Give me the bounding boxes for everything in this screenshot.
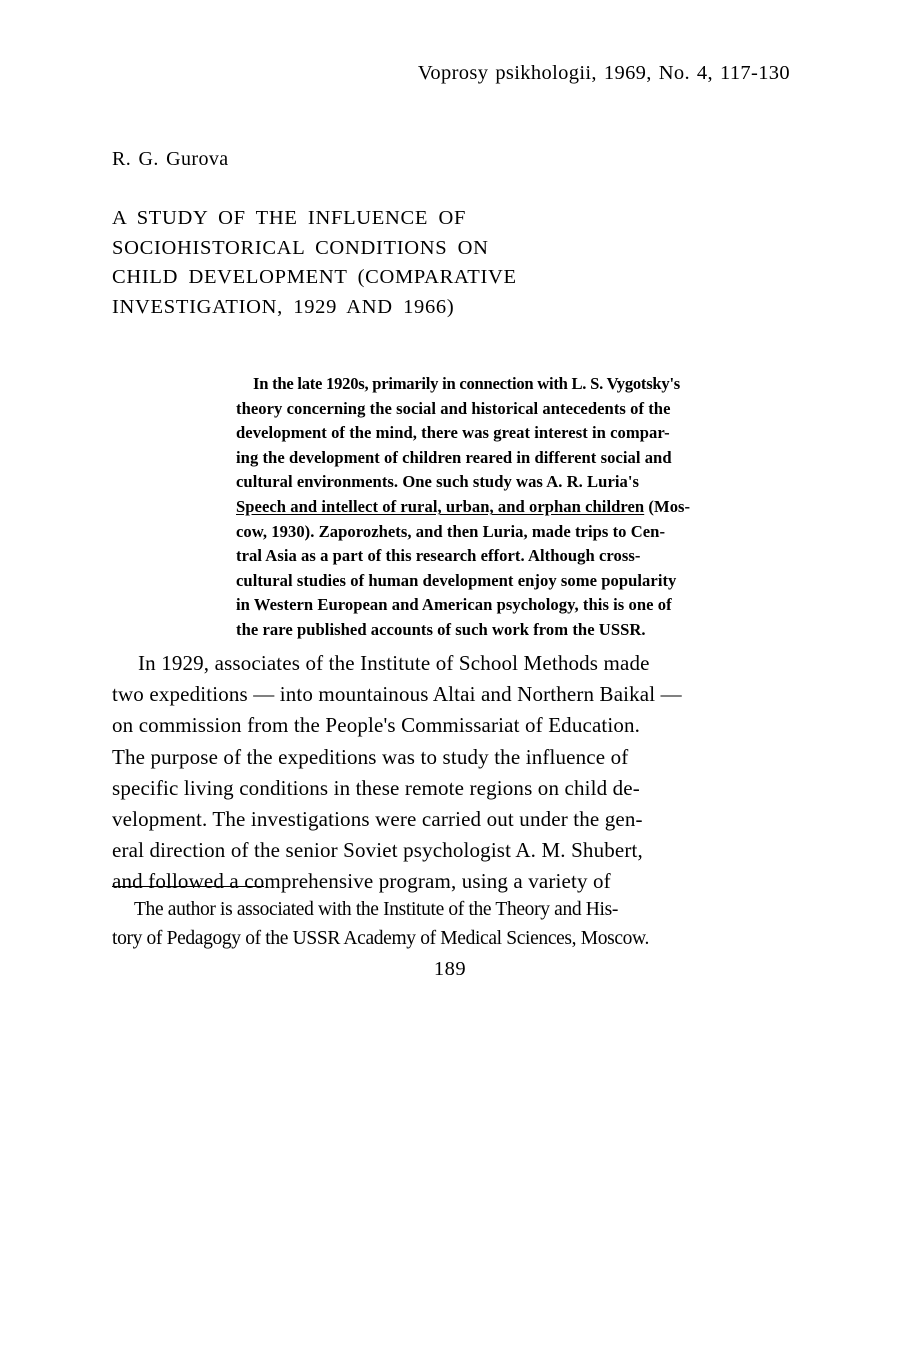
- abstract-line-5: cultural environments. One such study was A. R. Luria's: [236, 472, 640, 492]
- abstract-line-8: tral Asia as a part of this research effort. Although cross-: [236, 546, 641, 566]
- running-head: Voprosy psikhologii, 1969, No. 4, 117-130: [417, 62, 790, 84]
- title-line-2: SOCIOHISTORICAL CONDITIONS ON: [112, 236, 489, 259]
- author-name: R. G. Gurova: [112, 148, 229, 170]
- abstract-line-7: cow, 1930). Zaporozhets, and then Luria, made trips to Cen-: [236, 521, 666, 541]
- title-line-1: A STUDY OF THE INFLUENCE OF: [112, 207, 467, 229]
- footnote-line-1: The author is associated with the Institute of the Theory and His-: [134, 899, 618, 920]
- body-line-2: two expeditions — into mountainous Altai and Northern Baikal —: [112, 682, 682, 707]
- cited-work-suffix: (Mos-: [644, 496, 691, 516]
- abstract-line-10: in Western European and American psychology, this is one of: [236, 595, 672, 615]
- body-line-3: on commission from the People's Commissariat of Education.: [112, 713, 641, 738]
- abstract-block: [236, 372, 726, 643]
- body-line-7: eral direction of the senior Soviet psychologist A. M. Shubert,: [112, 838, 643, 863]
- abstract-line-4: ing the development of children reared in different social and: [236, 447, 672, 467]
- body-line-6: velopment. The investigations were carried out under the gen-: [112, 807, 643, 832]
- abstract-line-1: In the late 1920s, primarily in connection with L. S. Vygotsky's: [253, 374, 681, 393]
- abstract-line-3: development of the mind, there was great interest in compar-: [236, 423, 670, 443]
- footnote-line-2: tory of Pedagogy of the USSR Academy of Medical Sciences, Moscow.: [112, 927, 650, 949]
- footnote-separator-rule: [112, 886, 264, 887]
- abstract-line-11: the rare published accounts of such work from the USSR.: [236, 619, 646, 639]
- abstract-line-6: [236, 495, 726, 520]
- cited-work-title: Speech and intellect of rural, urban, and orphan children: [236, 496, 645, 516]
- body-line-1: In 1929, associates of the Institute of School Methods made: [138, 651, 650, 675]
- page-number: 189: [433, 958, 467, 980]
- title-line-3: CHILD DEVELOPMENT (COMPARATIVE: [112, 266, 517, 288]
- body-line-4: The purpose of the expeditions was to study the influence of: [112, 744, 629, 769]
- page-title: [112, 204, 802, 322]
- abstract-line-2: theory concerning the social and historical antecedents of the: [236, 398, 671, 418]
- body-line-8: and followed a comprehensive program, using a variety of: [112, 869, 611, 894]
- title-line-4: INVESTIGATION, 1929 AND 1966): [112, 295, 455, 318]
- body-line-5: specific living conditions in these remote regions on child de-: [112, 775, 640, 800]
- abstract-line-9: cultural studies of human development enjoy some popularity: [236, 570, 677, 590]
- body-paragraph: [112, 648, 802, 898]
- footnote-block: [112, 896, 802, 953]
